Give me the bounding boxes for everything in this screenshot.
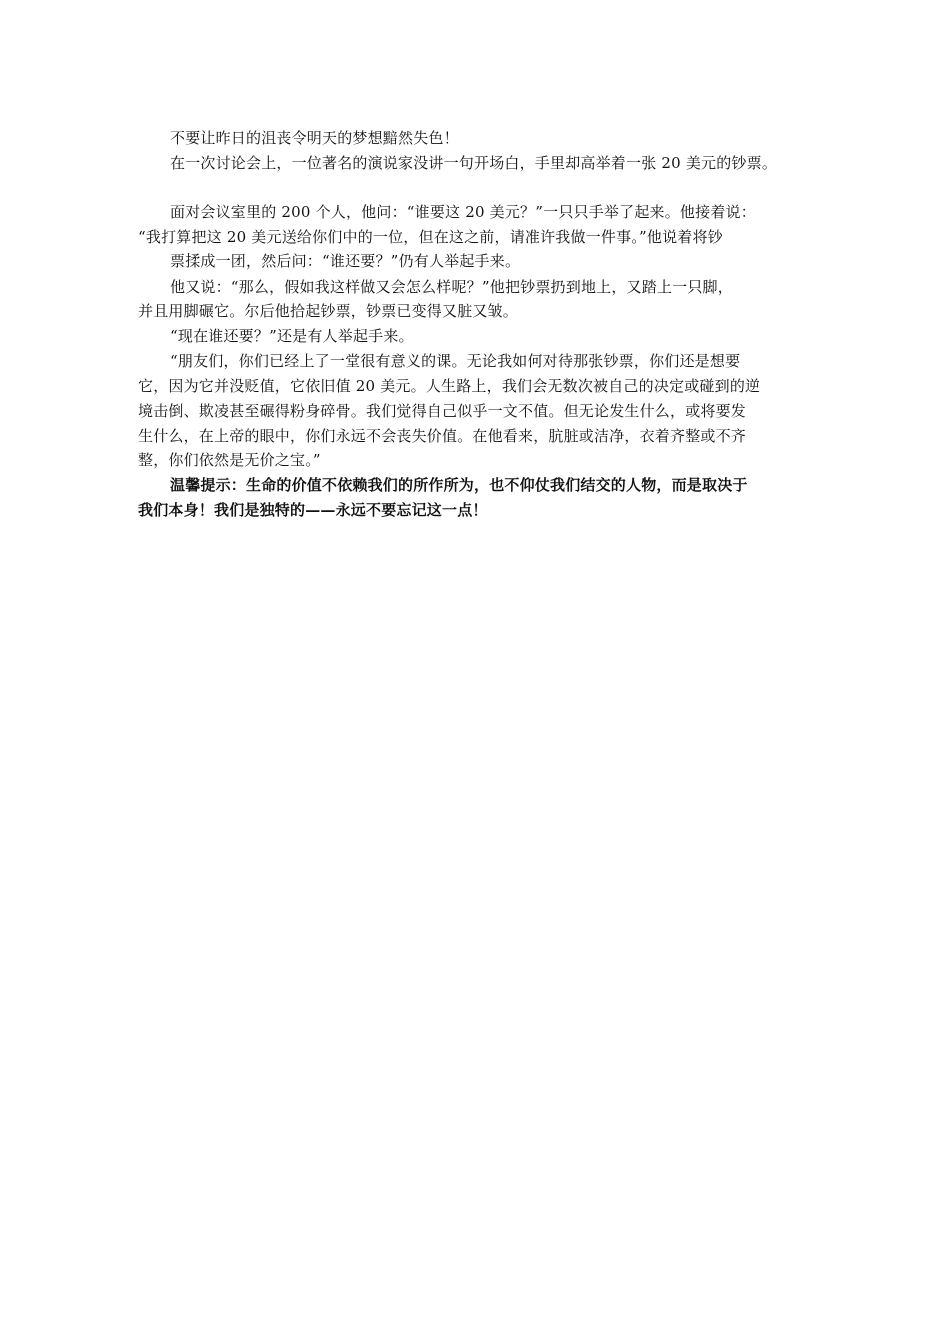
paragraph-line: “现在谁还要？”还是有人举起手来。 [170, 327, 414, 345]
paragraph-line: 生什么，在上帝的眼中，你们永远不会丧失价值。在他看来，肮脏或洁净，衣着齐整或不齐 [138, 427, 747, 445]
paragraph-line: 它，因为它并没贬值，它依旧值 20 美元。人生路上，我们会无数次被自己的决定或碰到的逆 [138, 377, 761, 395]
paragraph-line: 并且用脚碾它。尔后他拾起钞票，钞票已变得又脏又皱。 [138, 302, 519, 320]
paragraph-line: 面对会议室里的 200 个人，他问：“谁要这 20 美元？”一只只手举了起来。他接着说： [170, 203, 756, 221]
paragraph-line: 整，你们依然是无价之宝。” [138, 451, 321, 469]
story-title-line: 不要让昨日的沮丧令明天的梦想黯然失色！ [170, 129, 459, 147]
warm-tip-line: 温馨提示：生命的价值不依赖我们的所作所为，也不仰仗我们结交的人物，而是取决于 [170, 476, 748, 494]
paragraph-line: 在一次讨论会上，一位著名的演说家没讲一句开场白，手里却高举着一张 20 美元的钞票。 [170, 154, 778, 172]
warm-tip-line: 我们本身！我们是独特的——永远不要忘记这一点！ [138, 501, 488, 519]
paragraph-line: 票揉成一团，然后问：“谁还要？”仍有人举起手来。 [170, 252, 521, 270]
paragraph-line: 境击倒、欺凌甚至碾得粉身碎骨。我们觉得自己似乎一文不值。但无论发生什么，或将要发 [138, 402, 747, 420]
paragraph-line: “我打算把这 20 美元送给你们中的一位，但在这之前，请准许我做一件事。”他说着将钞 [138, 228, 723, 246]
paragraph-line: 他又说：“那么，假如我这样做又会怎么样呢？”他把钞票扔到地上，又踏上一只脚， [170, 278, 733, 296]
paragraph-line: “朋友们，你们已经上了一堂很有意义的课。无论我如何对待那张钞票，你们还是想要 [170, 352, 741, 370]
